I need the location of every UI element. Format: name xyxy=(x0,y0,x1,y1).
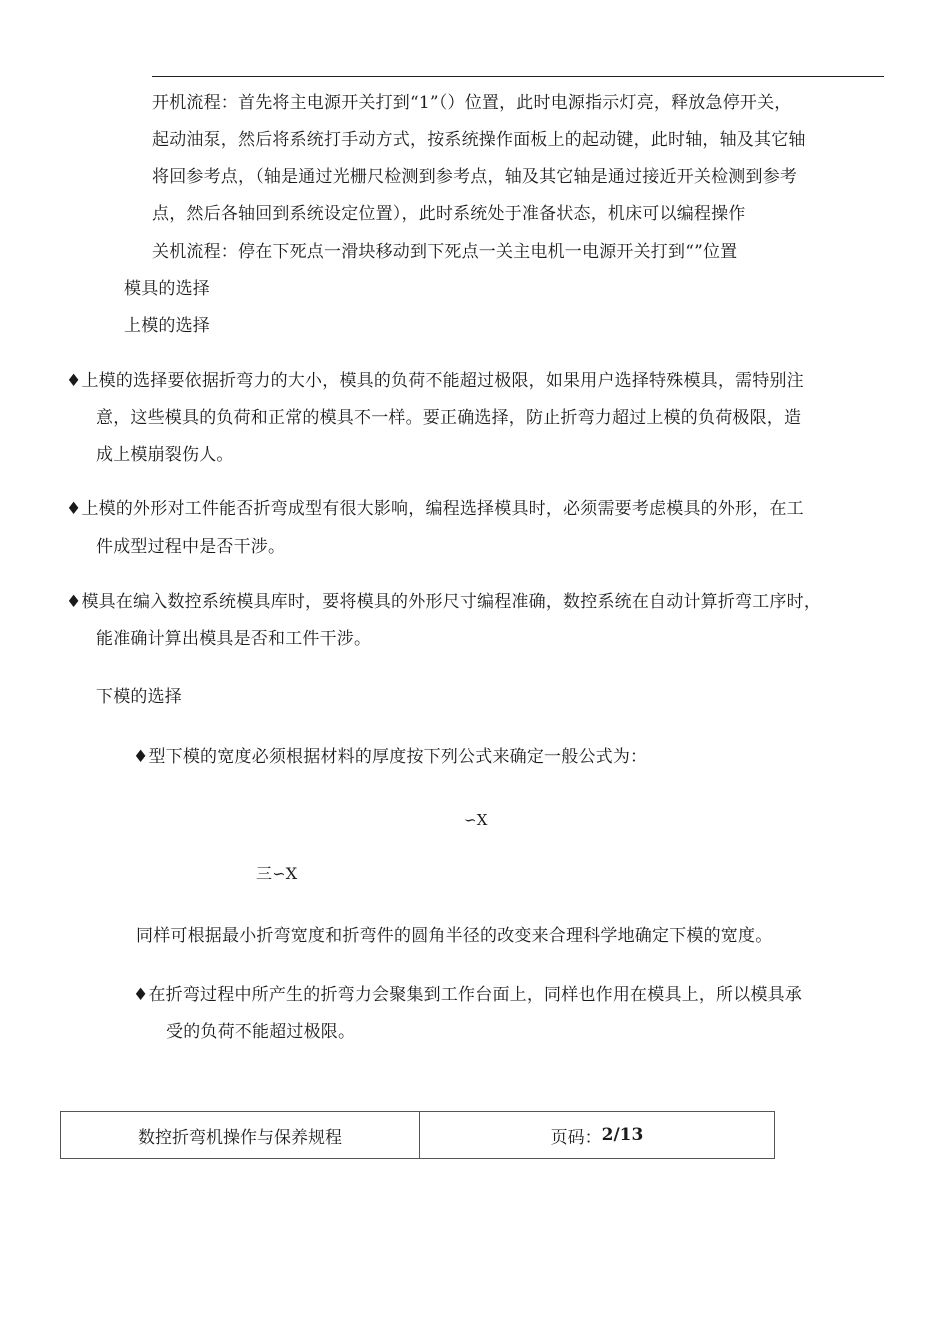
bullet5-line-1: ♦在折弯过程中所产生的折弯力会聚集到工作台面上，同样也作用在模具上，所以模具承 xyxy=(133,985,803,1005)
footer-title: 数控折弯机操作与保养规程 xyxy=(61,1112,420,1158)
bullet3-line-2: 能准确计算出模具是否和工件干涉。 xyxy=(96,629,372,649)
footer-page-number: 2/13 xyxy=(601,1125,644,1145)
formula-1: ∽X xyxy=(464,811,488,829)
header-rule xyxy=(152,76,884,77)
startup-line-3: 将回参考点，（轴是通过光栅尺检测到参考点，轴及其它轴是通过接近开关检测到参考 xyxy=(152,167,798,187)
bullet1-line-1: ♦上模的选择要依据折弯力的大小，模具的负荷不能超过极限，如果用户选择特殊模具，需特别注 xyxy=(66,371,804,391)
footer-page-cell xyxy=(420,1112,774,1158)
bullet3-line-1: ♦模具在编入数控系统模具库时，要将模具的外形尺寸编程准确，数控系统在自动计算折弯工序时， xyxy=(66,592,822,612)
formula-2: 三∽X xyxy=(256,864,298,883)
bullet5-line-2: 受的负荷不能超过极限。 xyxy=(166,1022,356,1042)
footer-page-label: 页码： xyxy=(550,1127,602,1148)
footer-table xyxy=(60,1111,775,1159)
bullet1-line-3: 成上模崩裂伤人。 xyxy=(96,445,234,465)
bullet2-line-1: ♦上模的外形对工件能否折弯成型有很大影响，编程选择模具时，必须需要考虑模具的外形，在工 xyxy=(66,499,804,519)
shutdown-line: 关机流程：停在下死点一滑块移动到下死点一关主电机一电源开关打到“”位置 xyxy=(152,242,738,262)
startup-line-1: 开机流程：首先将主电源开关打到“1”（）位置，此时电源指示灯亮，释放急停开关， xyxy=(152,93,792,113)
bullet4-line: ♦型下模的宽度必须根据材料的厚度按下列公式来确定一般公式为： xyxy=(133,747,648,767)
heading-upper-die: 上模的选择 xyxy=(124,316,210,336)
startup-line-2: 起动油泵，然后将系统打手动方式，按系统操作面板上的起动键，此时轴，轴及其它轴 xyxy=(152,130,806,150)
startup-line-4: 点，然后各轴回到系统设定位置），此时系统处于准备状态，机床可以编程操作 xyxy=(152,204,746,224)
bullet2-line-2: 件成型过程中是否干涉。 xyxy=(96,537,286,557)
paragraph-lower-width: 同样可根据最小折弯宽度和折弯件的圆角半径的改变来合理科学地确定下模的宽度。 xyxy=(136,926,773,946)
heading-lower-die: 下模的选择 xyxy=(96,687,182,707)
bullet1-line-2: 意，这些模具的负荷和正常的模具不一样。要正确选择，防止折弯力超过上模的负荷极限，造 xyxy=(96,408,802,428)
heading-die-selection: 模具的选择 xyxy=(124,279,210,299)
